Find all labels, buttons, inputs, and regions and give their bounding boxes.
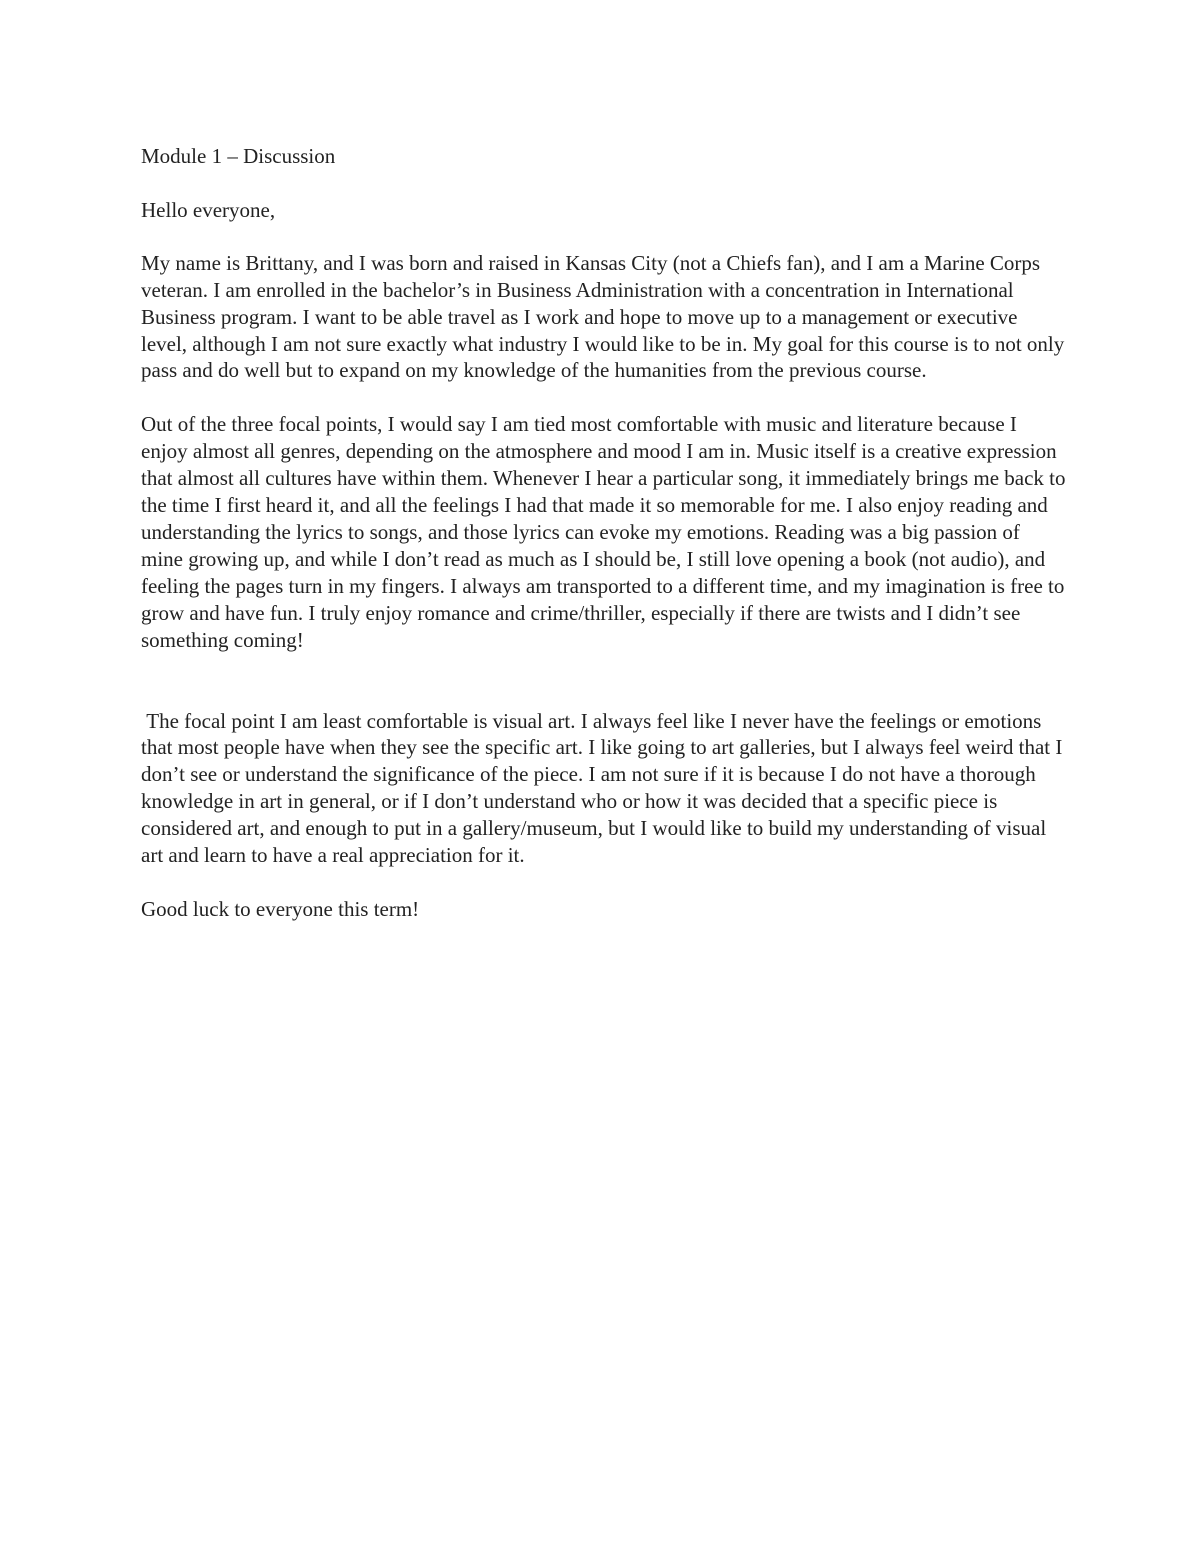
greeting-line: Hello everyone, (141, 197, 276, 222)
closing-line: Good luck to everyone this term! (141, 896, 420, 921)
paragraph-visual-art: The focal point I am least comfortable is visual art. I always feel like I never have the feelings or emotions that most people have when they see the specific art. I like going to art galleries, but I always feel weird that I don’t see or understand the significance of the piece. I am not sure if it is because I do not have a thorough knowledge in art in general, or if I don’t understand who or how it was decided that a specific piece is considered art, and enough to put in a gallery/museum, but I would like to build my understanding of visual art and learn to have a real appreciation for it. (141, 708, 1068, 868)
document-body (141, 143, 1066, 923)
document-title: Module 1 – Discussion (141, 144, 336, 168)
paragraph-music-literature: Out of the three focal points, I would say I am tied most comfortable with music and literature because I enjoy almost all genres, depending on the atmosphere and mood I am in. Music itself is a creative expression that almost all cultures have within them. Whenever I hear a particular song, it immediately brings me back to the time I first heard it, and all the feelings I had that made it so memorable for me. I also enjoy reading and understanding the lyrics to songs, and those lyrics can evoke my emotions. Reading was a big passion of mine growing up, and while I don’t read as much as I should be, I still love opening a book (not audio), and feeling the pages turn in my fingers. I always am transported to a different time, and my imagination is free to grow and have fun. I truly enjoy romance and crime/thriller, especially if there are twists and I didn’t see something coming! (141, 412, 1066, 652)
paragraph-introduction: My name is Brittany, and I was born and raised in Kansas City (not a Chiefs fan), and I am a Marine Corps veteran. I am enrolled in the bachelor’s in Business Administration with a concentration in International Business program. I want to be able travel as I work and hope to move up to a management or executive level, although I am not sure exactly what industry I would like to be in. My goal for this course is to not only pass and do well but to expand on my knowledge of the humanities from the previous course. (141, 250, 1065, 383)
